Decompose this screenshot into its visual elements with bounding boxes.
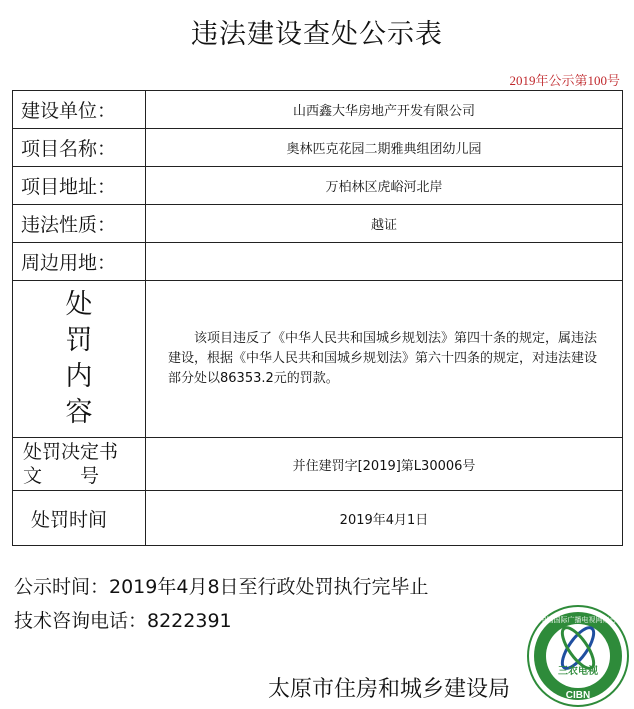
- document-number: 2019年公示第100号: [509, 73, 620, 88]
- penalty-row: [13, 281, 623, 438]
- row-value: 奥林匹克花园二期雅典组团幼儿园: [146, 129, 623, 167]
- cibn-logo-icon: [526, 604, 630, 708]
- time-value: 2019年4月1日: [146, 491, 623, 546]
- penalty-label-char: 内: [65, 361, 93, 392]
- penalty-content: 该项目违反了《中华人民共和国城乡规划法》第四十条的规定，属违法建设，根据《中华人民共和国城乡规划法》第六十四条的规定，对违法建设部分处以86353.2元的罚款。: [168, 331, 598, 386]
- time-row: [13, 491, 623, 546]
- row-value: [146, 243, 623, 281]
- table-row: [13, 129, 623, 167]
- page-title: 违法建设查处公示表: [191, 19, 443, 50]
- decision-label-line1: 处罚决定书: [23, 441, 119, 463]
- svg-text:中国国际广播电视网络台: 中国国际广播电视网络台: [539, 616, 617, 624]
- table-row: [13, 167, 623, 205]
- row-label: 违法性质：: [13, 205, 146, 243]
- row-value: 山西鑫大华房地产开发有限公司: [146, 91, 623, 129]
- decision-label-line2: 文 号: [23, 465, 100, 487]
- penalty-label-char: 处: [65, 289, 93, 320]
- decision-row: [13, 438, 623, 491]
- row-value: 万柏林区虎峪河北岸: [146, 167, 623, 205]
- svg-text:三农电视: 三农电视: [558, 666, 598, 677]
- penalty-label-char: 容: [65, 397, 93, 428]
- issuer: 太原市住房和城乡建设局: [268, 677, 511, 702]
- row-value: 越证: [146, 205, 623, 243]
- notice-period: 公示时间：2019年4月8日至行政处罚执行完毕止: [14, 576, 429, 598]
- table-row: [13, 205, 623, 243]
- row-label: 项目地址：: [13, 167, 146, 205]
- decision-number: 并住建罚字[2019]第L30006号: [146, 438, 623, 491]
- notice-table: [12, 90, 623, 546]
- table-row: [13, 91, 623, 129]
- row-label: 建设单位：: [13, 91, 146, 129]
- penalty-label-char: 罚: [65, 325, 93, 356]
- row-label: 周边用地：: [13, 243, 146, 281]
- phone: 技术咨询电话：8222391: [14, 610, 232, 632]
- svg-text:CIBN: CIBN: [565, 690, 591, 701]
- time-label: 处罚时间: [13, 491, 146, 546]
- table-row: [13, 243, 623, 281]
- row-label: 项目名称：: [13, 129, 146, 167]
